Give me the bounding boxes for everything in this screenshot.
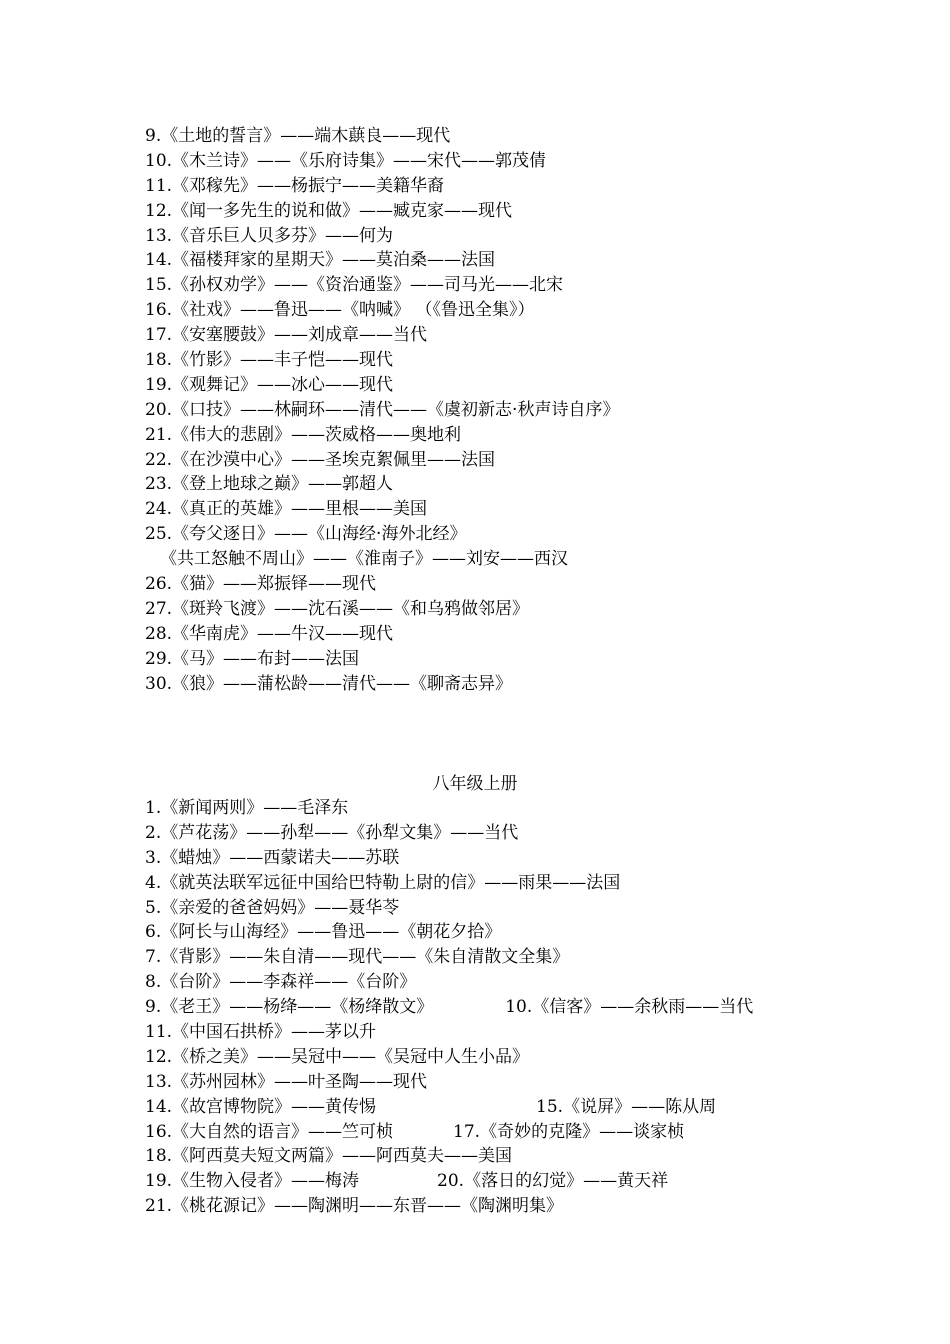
entry-text: 5.《亲爱的爸爸妈妈》——聂华苓 <box>145 897 400 918</box>
entry-text: 17.《安塞腰鼓》——刘成章——当代 <box>145 325 428 346</box>
text-line <box>145 945 865 970</box>
entry-text: 18.《阿西莫夫短文两篇》——阿西莫夫——美国 <box>145 1146 513 1167</box>
entry-text: 21.《伟大的悲剧》——茨威格——奥地利 <box>145 424 462 445</box>
entry-text: 14.《故宫博物院》——黄传惕 <box>145 1096 377 1117</box>
text-line <box>145 124 865 149</box>
entry-text: 15.《孙权劝学》——《资治通鉴》——司马光——北宋 <box>145 275 564 296</box>
entry-text: 13.《音乐巨人贝多芬》——何为 <box>145 225 394 246</box>
entry-text: 10.《木兰诗》——《乐府诗集》——宋代——郭茂倩 <box>145 150 547 171</box>
section-heading: 八年级上册 <box>432 774 518 794</box>
entry-text: 19.《观舞记》——冰心——现代 <box>145 374 394 395</box>
text-line <box>145 448 865 473</box>
entry-text: 8.《台阶》——李森祥——《台阶》 <box>145 972 417 993</box>
entry-text: 9.《土地的誓言》——端木蕻良——现代 <box>145 126 451 146</box>
text-line <box>145 846 865 871</box>
text-list-section-2 <box>145 796 865 1219</box>
text-line <box>145 497 865 522</box>
entry-text: 6.《阿长与山海经》——鲁迅——《朝花夕拾》 <box>145 922 502 943</box>
text-line <box>145 348 865 373</box>
entry-text: 11.《中国石拱桥》——茅以升 <box>145 1022 377 1043</box>
text-line <box>145 1144 865 1169</box>
text-line <box>145 398 865 423</box>
text-line <box>145 896 865 921</box>
text-line <box>145 423 865 448</box>
text-line <box>145 1095 865 1120</box>
entry-text: 30.《狼》——蒲松龄——清代——《聊斋志异》 <box>145 673 513 694</box>
entry-text: 1.《新闻两则》——毛泽东 <box>145 798 349 818</box>
text-line <box>145 920 865 945</box>
text-line <box>145 1120 865 1145</box>
text-line <box>145 298 865 323</box>
entry-text-second: 20.《落日的幻觉》——黄天祥 <box>437 1171 669 1192</box>
entry-text: 12.《闻一多先生的说和做》——臧克家——现代 <box>145 200 513 221</box>
text-line <box>145 1020 865 1045</box>
text-list-section-1 <box>145 124 865 696</box>
text-line <box>145 472 865 497</box>
entry-text-second: 15.《说屏》——陈从周 <box>536 1096 717 1117</box>
text-line <box>145 174 865 199</box>
text-line <box>145 373 865 398</box>
text-line <box>145 522 865 547</box>
text-line <box>145 871 865 896</box>
entry-text: 4.《就英法联军远征中国给巴特勒上尉的信》——雨果——法国 <box>145 872 621 893</box>
entry-text: 27.《斑羚飞渡》——沈石溪——《和乌鸦做邻居》 <box>145 598 530 619</box>
text-line <box>145 995 865 1020</box>
entry-text: 25.《夸父逐日》——《山海经·海外北经》 <box>145 524 467 545</box>
entry-text: 14.《福楼拜家的星期天》——莫泊桑——法国 <box>145 250 496 271</box>
text-line <box>145 970 865 995</box>
entry-text: 《共工怒触不周山》——《淮南子》——刘安——西汉 <box>160 549 568 570</box>
text-line <box>145 1045 865 1070</box>
text-line <box>145 821 865 846</box>
entry-text: 24.《真正的英雄》——里根——美国 <box>145 499 428 520</box>
text-line <box>145 597 865 622</box>
entry-text: 29.《马》——布封——法国 <box>145 648 360 669</box>
text-line <box>145 1194 865 1219</box>
entry-text-second: 10.《信客》——余秋雨——当代 <box>505 997 754 1018</box>
entry-text: 2.《芦花荡》——孙犁——《孙犁文集》——当代 <box>145 822 519 843</box>
entry-text-second: 17.《奇妙的克隆》——谈家桢 <box>453 1121 685 1142</box>
text-line <box>145 572 865 597</box>
entry-text: 3.《蜡烛》——西蒙诺夫——苏联 <box>145 847 400 868</box>
text-line <box>145 547 865 572</box>
text-line <box>145 796 865 821</box>
text-line <box>145 1169 865 1194</box>
entry-text: 9.《老王》——杨绛——《杨绛散文》 <box>145 997 434 1018</box>
entry-text: 12.《桥之美》——吴冠中——《吴冠中人生小品》 <box>145 1046 530 1067</box>
text-line <box>145 224 865 249</box>
text-line <box>145 273 865 298</box>
text-line <box>145 1070 865 1095</box>
text-line <box>145 672 865 697</box>
entry-text: 23.《登上地球之巅》——郭超人 <box>145 474 394 495</box>
text-line <box>145 149 865 174</box>
entry-text: 26.《猫》——郑振铎——现代 <box>145 574 377 595</box>
entry-text: 21.《桃花源记》——陶渊明——东晋——《陶渊明集》 <box>145 1196 564 1217</box>
text-line <box>145 622 865 647</box>
entry-text: 16.《大自然的语言》——竺可桢 <box>145 1121 394 1142</box>
text-line <box>145 248 865 273</box>
text-line <box>145 647 865 672</box>
text-line <box>145 199 865 224</box>
entry-text: 11.《邓稼先》——杨振宁——美籍华裔 <box>145 175 445 196</box>
entry-text: 18.《竹影》——丰子恺——现代 <box>145 350 394 371</box>
entry-text: 28.《华南虎》——牛汉——现代 <box>145 623 394 644</box>
entry-text: 22.《在沙漠中心》——圣埃克絮佩里——法国 <box>145 449 496 470</box>
entry-text: 7.《背影》——朱自清——现代——《朱自清散文全集》 <box>145 947 570 968</box>
entry-text: 20.《口技》——林嗣环——清代——《虞初新志·秋声诗自序》 <box>145 399 620 420</box>
entry-text: 13.《苏州园林》——叶圣陶——现代 <box>145 1071 428 1092</box>
entry-text: 19.《生物入侵者》——梅涛 <box>145 1171 360 1192</box>
entry-text: 16.《社戏》——鲁迅——《呐喊》 （《鲁迅全集》） <box>145 300 535 321</box>
text-line <box>145 323 865 348</box>
